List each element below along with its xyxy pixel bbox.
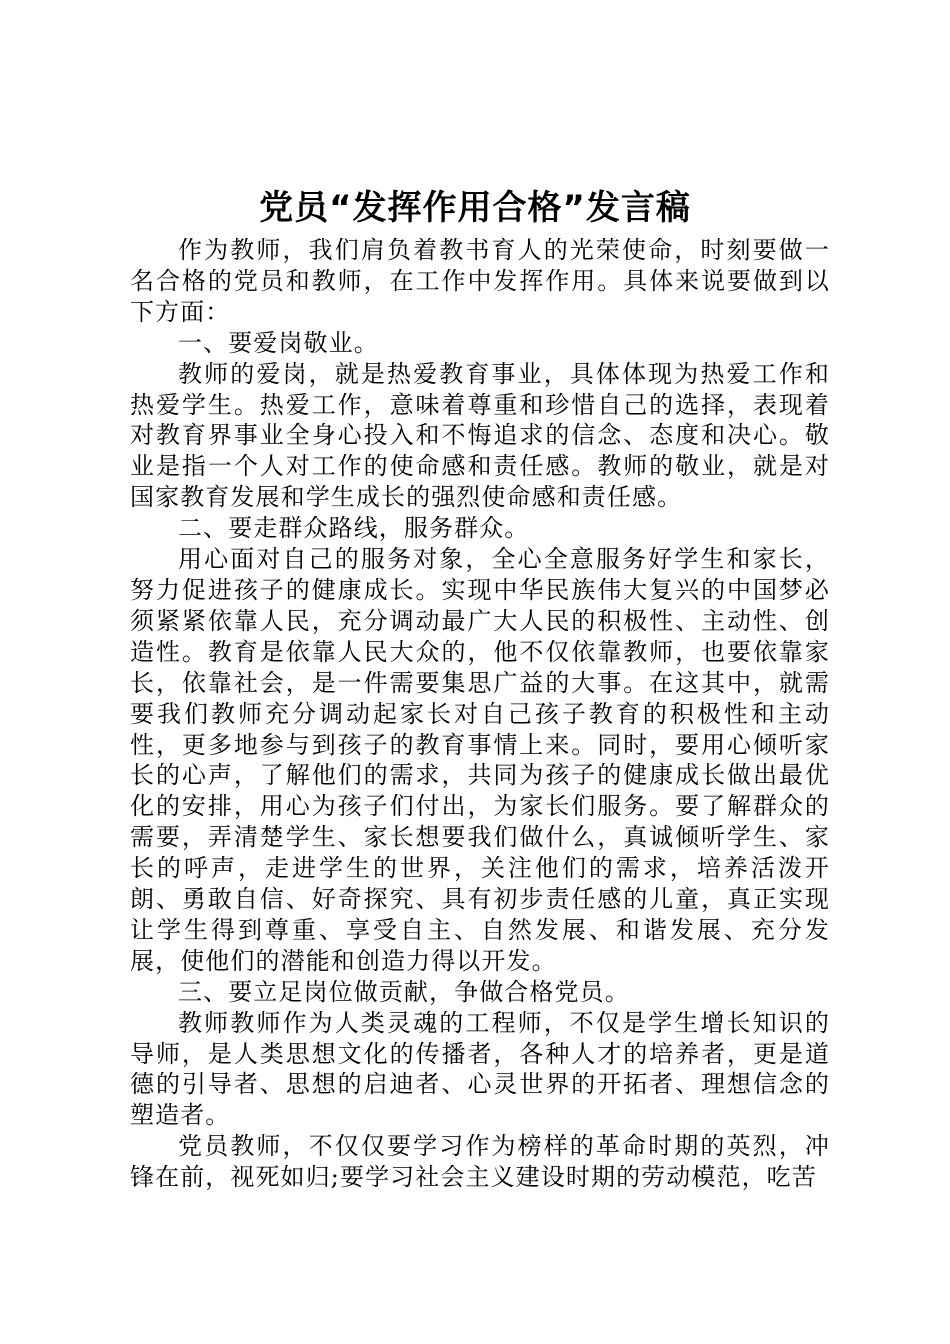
section-heading: 三、要立足岗位做贡献，争做合格党员。 <box>178 977 630 1006</box>
section-heading: 一、要爱岗敬业。 <box>178 328 379 357</box>
document-body <box>130 235 830 1193</box>
body-paragraph: 教师的爱岗，就是热爱教育事业，具体体现为热爱工作和热爱学生。热爱工作，意味着尊重和珍惜自己的选择，表现着对教育界事业全身心投入和不悔追求的信念、态度和决心。敬业是指一个人对工作的使命感和责任感。教师的敬业，就是对国家教育发展和学生成长的强烈使命感和责任感。 <box>130 359 830 512</box>
body-paragraph: 教师教师作为人类灵魂的工程师，不仅是学生增长知识的导师，是人类思想文化的传播者，各种人才的培养者，更是道德的引导者、思想的启迪者、心灵世界的开拓者、理想信念的塑造者。 <box>130 1008 830 1130</box>
body-paragraph: 党员教师，不仅仅要学习作为榜样的革命时期的英烈，冲锋在前，视死如归;要学习社会主义建设时期的劳动模范，吃苦 <box>130 1132 830 1192</box>
body-paragraph: 用心面对自己的服务对象，全心全意服务好学生和家长，努力促进孩子的健康成长。实现中华民族伟大复兴的中国梦必须紧紧依靠人民，充分调动最广大人民的积极性、主动性、创造性。教育是依靠人民大众的，他不仅依靠教师，也要依靠家长，依靠社会，是一件需要集思广益的大事。在这其中，就需要我们教师充分调动起家长对自己孩子教育的积极性和主动性，更多地参与到孩子的教育事情上来。同时，要用心倾听家长的心声，了解他们的需求，共同为孩子的健康成长做出最优化的安排，用心为孩子们付出，为家长们服务。要了解群众的需要，弄清楚学生、家长想要我们做什么，真诚倾听学生、家长的呼声，走进学生的世界，关注他们的需求，培养活泼开朗、勇敢自信、好奇探究、具有初步责任感的儿童，真正实现让学生得到尊重、享受自主、自然发展、和谐发展、充分发展，使他们的潜能和创造力得以开发。 <box>130 545 830 975</box>
document-title: 党员“发挥作用合格”发言稿 <box>259 188 691 228</box>
section-heading: 二、要走群众路线，服务群众。 <box>178 514 530 543</box>
body-paragraph: 作为教师，我们肩负着教书育人的光荣使命，时刻要做一名合格的党员和教师，在工作中发挥作用。具体来说要做到以下方面： <box>130 236 830 326</box>
